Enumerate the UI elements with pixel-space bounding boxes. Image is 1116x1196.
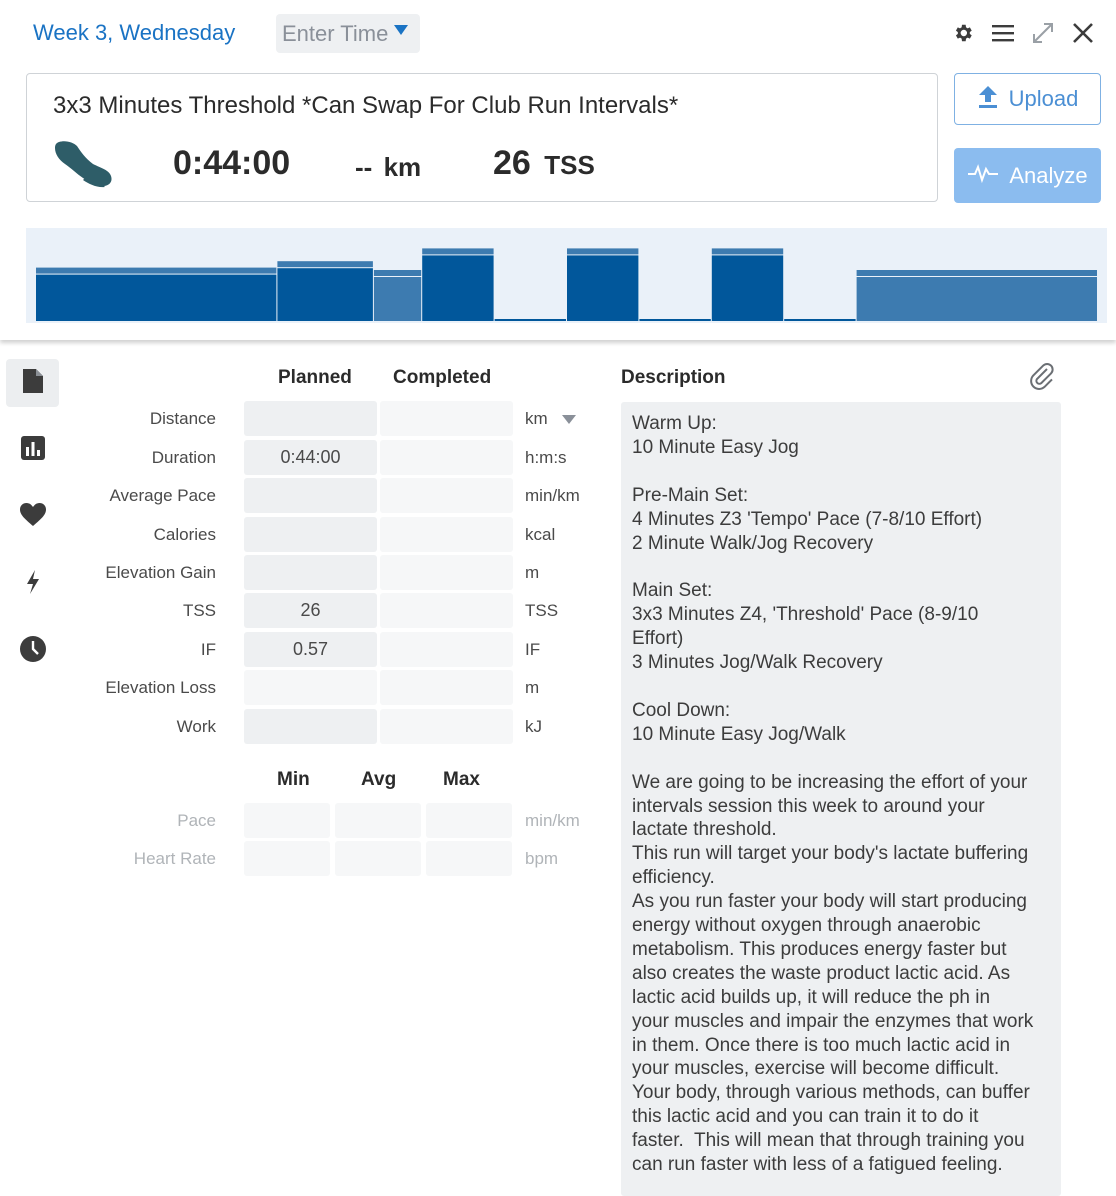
range-row-pace <box>0 803 600 839</box>
stat-label: IF <box>200 640 216 659</box>
intensity-bar-cap <box>422 248 493 254</box>
stat-label: TSS <box>182 601 216 620</box>
gear-icon[interactable] <box>950 20 976 46</box>
min-header: Min <box>277 769 310 790</box>
pace-min-input[interactable] <box>244 803 330 838</box>
stat-unit: m <box>525 678 540 697</box>
workout-title[interactable]: 3x3 Minutes Threshold *Can Swap For Club Run Intervals* <box>53 92 679 119</box>
intensity-bar[interactable] <box>712 255 783 321</box>
distance-unit: km <box>383 152 422 182</box>
range-label: Heart Rate <box>133 849 216 868</box>
planned-tss <box>493 144 595 183</box>
stat-row-if <box>0 632 600 668</box>
hr-max-input[interactable] <box>426 841 512 876</box>
stat-label: Duration <box>151 448 216 467</box>
workout-summary-card <box>26 73 938 202</box>
stat-unit: m <box>525 563 540 582</box>
paperclip-icon[interactable] <box>1028 361 1056 396</box>
stat-unit: TSS <box>525 601 559 620</box>
stat-row-elevation-loss <box>0 670 600 706</box>
hr-avg-input[interactable] <box>335 841 421 876</box>
upload-icon <box>977 85 999 114</box>
intensity-bar-cap <box>277 261 373 267</box>
intensity-bar-cap <box>857 270 1097 276</box>
completed-calories-input[interactable] <box>380 517 513 552</box>
intensity-bar[interactable] <box>857 277 1097 321</box>
stat-unit: IF <box>525 640 541 659</box>
planned-tss-input[interactable]: 26 <box>244 593 377 628</box>
distance-value: -- <box>355 152 373 182</box>
stat-row-tss <box>0 593 600 629</box>
intensity-bar[interactable] <box>422 255 493 321</box>
description-textarea[interactable] <box>621 402 1061 1196</box>
upload-button[interactable] <box>954 73 1101 125</box>
planned-duration-input[interactable]: 0:44:00 <box>244 440 377 475</box>
completed-if-input[interactable] <box>380 632 513 667</box>
analyze-label: Analyze <box>1009 162 1088 188</box>
window-controls <box>950 20 1096 46</box>
planned-duration: 0:44:00 <box>173 144 291 182</box>
planned-if-input[interactable]: 0.57 <box>244 632 377 667</box>
caret-down-icon <box>394 25 408 35</box>
range-unit: min/km <box>525 811 580 830</box>
planned-elevation-gain-input[interactable] <box>244 555 377 590</box>
workout-header <box>0 0 1116 340</box>
intensity-bar[interactable] <box>36 275 276 321</box>
intensity-bar-cap <box>374 270 421 276</box>
stat-label: Distance <box>149 409 216 428</box>
planned-pace-input[interactable] <box>244 478 377 513</box>
planned-header: Planned <box>278 367 352 388</box>
hr-min-input[interactable] <box>244 841 330 876</box>
completed-elevation-gain-input[interactable] <box>380 555 513 590</box>
intensity-chart[interactable] <box>26 228 1107 323</box>
completed-distance-input[interactable] <box>380 401 513 436</box>
time-select[interactable] <box>276 14 420 53</box>
expand-icon[interactable] <box>1030 20 1056 46</box>
stat-row-duration <box>0 440 600 476</box>
intensity-bar[interactable] <box>277 268 373 321</box>
description-header: Description <box>621 367 726 388</box>
stat-label: Calories <box>153 525 216 544</box>
pace-max-input[interactable] <box>426 803 512 838</box>
pace-avg-input[interactable] <box>335 803 421 838</box>
stat-row-elevation-gain <box>0 555 600 591</box>
close-icon[interactable] <box>1070 20 1096 46</box>
distance-unit-select[interactable]: km <box>525 409 548 428</box>
upload-label: Upload <box>1008 86 1079 111</box>
tss-value: 26 <box>493 144 531 182</box>
planned-elevation-loss-input[interactable] <box>244 670 377 705</box>
range-label: Pace <box>177 811 216 830</box>
planned-calories-input[interactable] <box>244 517 377 552</box>
completed-duration-input[interactable] <box>380 440 513 475</box>
stat-label: Average Pace <box>109 486 216 505</box>
intensity-bar-cap <box>712 248 783 254</box>
stat-unit: kJ <box>525 717 542 736</box>
stat-label: Elevation Loss <box>105 678 216 697</box>
intensity-bar[interactable] <box>639 319 710 321</box>
intensity-bar[interactable] <box>567 255 638 321</box>
intensity-bar[interactable] <box>495 319 566 321</box>
range-row-heart-rate <box>0 841 600 877</box>
stat-label: Work <box>176 717 216 736</box>
time-select-placeholder: Enter Time <box>282 20 389 46</box>
menu-icon[interactable] <box>990 20 1016 46</box>
completed-header: Completed <box>393 367 492 388</box>
planned-distance-input[interactable] <box>244 401 377 436</box>
pulse-icon <box>967 163 999 188</box>
stat-unit: min/km <box>525 486 580 505</box>
stat-label: Elevation Gain <box>105 563 216 582</box>
completed-tss-input[interactable] <box>380 593 513 628</box>
caret-down-icon[interactable] <box>562 415 576 424</box>
intensity-bar[interactable] <box>784 319 855 321</box>
stat-row-work <box>0 709 600 745</box>
completed-pace-input[interactable] <box>380 478 513 513</box>
description-text: Warm Up: 10 Minute Easy Jog Pre-Main Set: 4 Minutes Z3 'Tempo' Pace (7-8/10 Effort) 2 Minute Walk/Jog Recovery Main Set: 3x3 Minutes Z4, 'Threshold' Pace (8-9/10 Effort) 3 Minutes Jog/Walk Recovery Cool Down: 10 Minute Easy Jog/Walk We are going to be increasing the effort of your intervals session this week to around your lactate threshold. This run will target your body's lactate buffering efficiency. As you run faster your body will start producing energy without oxygen through anaerobic metabolism. This produces energy faster but also creates the waste product lactic acid. As lactic acid builds up, it will reduce the ph in your muscles and impair the enzymes that work in them. Once there is too much lactic acid in your muscles, exercise will become difficult. Your body, through various methods, can buffer this lactic acid and you can train it to do it faster. This will mean that through training you can run faster with less of a fatigued feeling. <box>632 413 1034 1176</box>
stat-unit: kcal <box>525 525 556 544</box>
stat-unit: h:m:s <box>525 448 567 467</box>
tss-unit: TSS <box>544 150 595 180</box>
stat-row-average-pace <box>0 478 600 514</box>
completed-elevation-loss-input[interactable] <box>380 670 513 705</box>
analyze-button[interactable] <box>954 148 1101 203</box>
planned-work-input[interactable] <box>244 709 377 744</box>
intensity-bar[interactable] <box>374 277 421 321</box>
document-icon <box>21 367 45 400</box>
intensity-chart-svg <box>26 228 1107 323</box>
stat-row-calories <box>0 517 600 553</box>
intensity-bar-cap <box>36 268 276 274</box>
intensity-bar-cap <box>567 248 638 254</box>
stat-row-distance <box>0 401 600 437</box>
running-shoe-icon <box>53 138 113 193</box>
day-title[interactable]: Week 3, Wednesday <box>33 20 236 45</box>
nav-summary[interactable] <box>6 359 59 407</box>
completed-work-input[interactable] <box>380 709 513 744</box>
range-unit: bpm <box>525 849 559 868</box>
max-header: Max <box>443 769 480 790</box>
avg-header: Avg <box>361 769 397 790</box>
planned-distance <box>355 152 421 183</box>
